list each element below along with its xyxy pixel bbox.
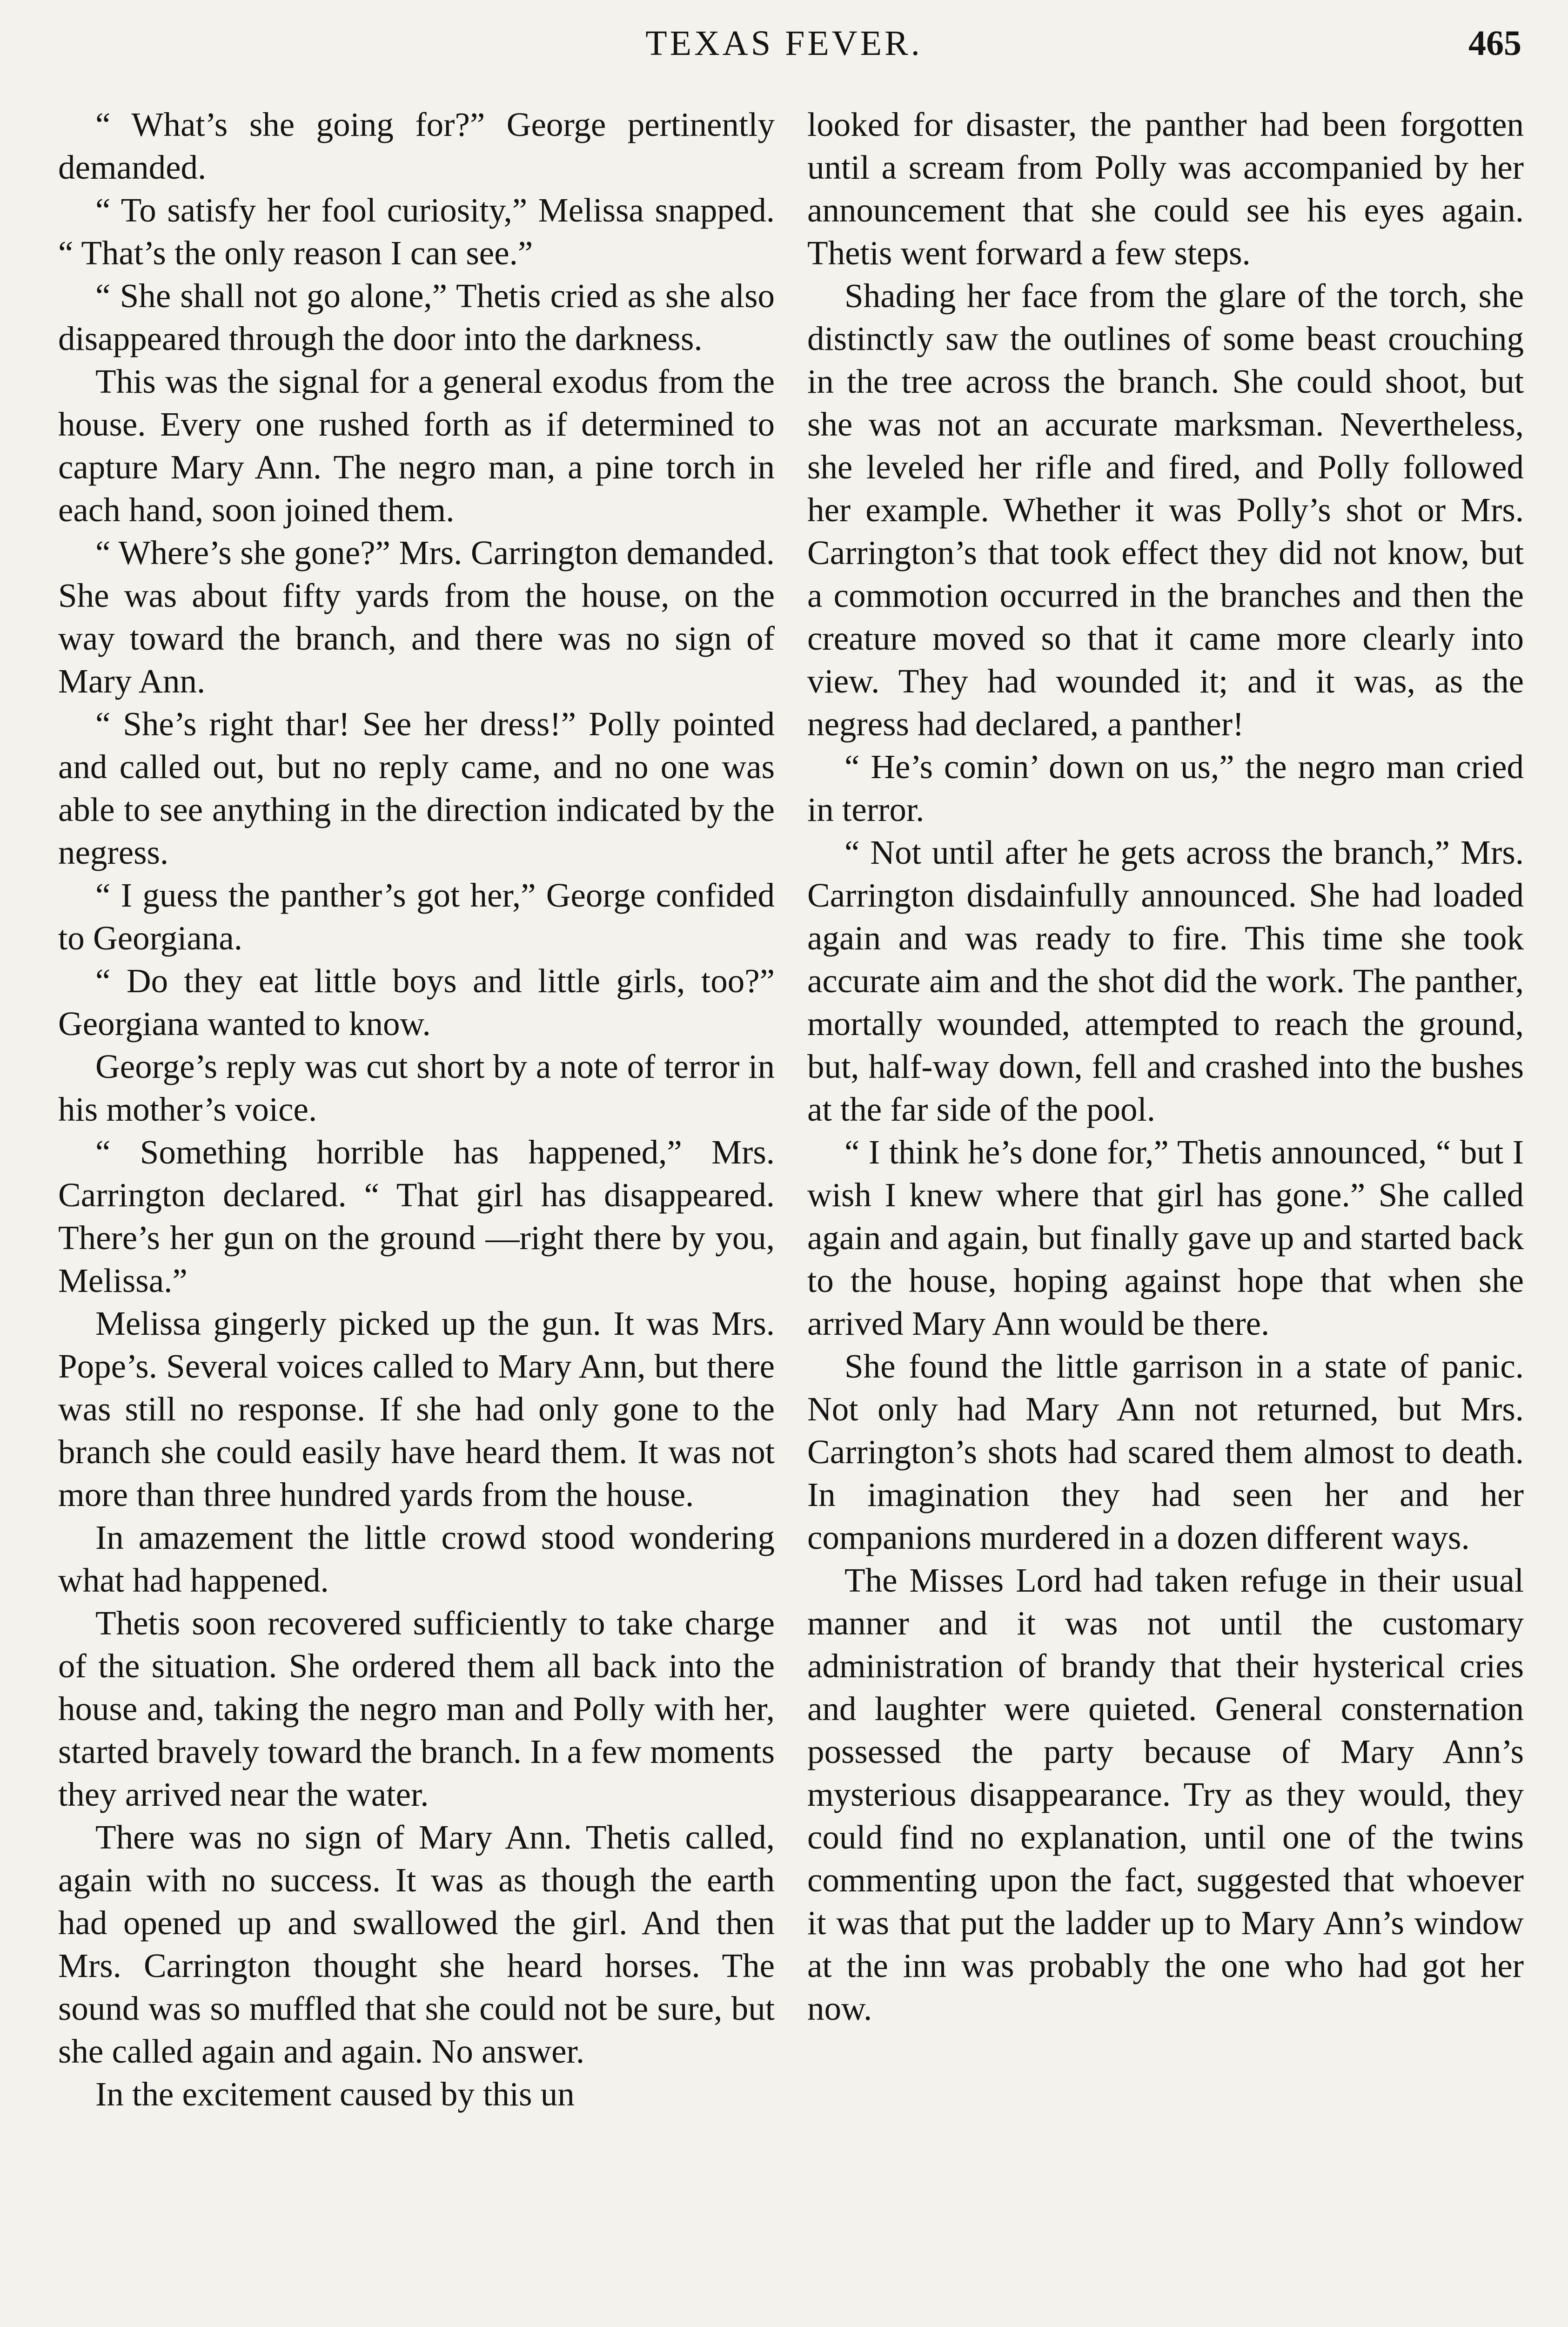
paragraph: “ Do they eat little boys and little girls, too?” Georgiana wanted to know. <box>58 962 775 1042</box>
paragraph: “ Something horrible has happened,” Mrs. Carrington declared. “ That girl has disappeared. There’s her gun on the ground —right there by you, Melissa.” <box>58 1133 775 1299</box>
paragraph: In amazement the little crowd stood wondering what had happened. <box>58 1519 775 1599</box>
paragraph: She found the little garrison in a state of panic. Not only had Mary Ann not returned, but Mrs. Carrington’s shots had scared them almost to death. In imagination they had seen her and her companions murdered in a dozen different ways. <box>807 1347 1524 1556</box>
paragraph: Melissa gingerly picked up the gun. It was Mrs. Pope’s. Several voices called to Mary Ann, but there was still no response. If she had only gone to the branch she could easily have heard them. It was not more than three hundred yards from the house. <box>58 1305 775 1513</box>
right-column <box>807 103 1524 2327</box>
paragraph: George’s reply was cut short by a note of terror in his mother’s voice. <box>58 1048 775 1128</box>
paragraph: “ What’s she going for?” George pertinently demanded. <box>58 106 775 186</box>
paragraph: “ I guess the panther’s got her,” George confided to Georgiana. <box>58 876 775 957</box>
paragraph-continued: looked for disaster, the panther had been forgotten until a scream from Polly was accompanied by her announcement that she could see his eyes again. Thetis went forward a few steps. <box>807 106 1524 272</box>
paragraph: There was no sign of Mary Ann. Thetis called, again with no success. It was as though the earth had opened up and swallowed the girl. And then Mrs. Carrington thought she heard horses. The sound was so muffled that she could not be sure, but she called again and again. No answer. <box>58 1818 775 2070</box>
page-header <box>0 23 1568 74</box>
paragraph: “ He’s comin’ down on us,” the negro man cried in terror. <box>807 748 1524 828</box>
left-column <box>58 103 775 2327</box>
running-title: TEXAS FEVER. <box>645 24 923 63</box>
paragraph: This was the signal for a general exodus from the house. Every one rushed forth as if determined to capture Mary Ann. The negro man, a pine torch in each hand, soon joined them. <box>58 363 775 529</box>
page-number: 465 <box>1468 24 1521 63</box>
paragraph: Thetis soon recovered sufficiently to take charge of the situation. She ordered them all back into the house and, taking the negro man and Polly with her, started bravely toward the branch. In a few moments they arrived near the water. <box>58 1604 775 1813</box>
paragraph: “ To satisfy her fool curiosity,” Melissa snapped. “ That’s the only reason I can see.” <box>58 191 775 272</box>
paragraph: “ Not until after he gets across the branch,” Mrs. Carrington disdainfully announced. She had loaded again and was ready to fire. This time she took accurate aim and the shot did the work. The panther, mortally wounded, attempted to reach the ground, but, half-way down, fell and crashed into the bushes at the far side of the pool. <box>807 834 1524 1128</box>
paragraph: “ She shall not go alone,” Thetis cried as she also disappeared through the door into the darkness. <box>58 277 775 357</box>
paragraph: “ She’s right thar! See her dress!” Polly pointed and called out, but no reply came, and no one was able to see anything in the direction indicated by the negress. <box>58 705 775 871</box>
paragraph: In the excitement caused by this un <box>95 2075 575 2113</box>
paragraph: “ I think he’s done for,” Thetis announced, “ but I wish I knew where that girl has gone.” She called again and again, but finally gave up and started back to the house, hoping against hope that when she arrived Mary Ann would be there. <box>807 1133 1524 1342</box>
paragraph: Shading her face from the glare of the torch, she distinctly saw the outlines of some beast crouching in the tree across the branch. She could shoot, but she was not an accurate marksman. Nevertheless, she leveled her rifle and fired, and Polly followed her example. Whether it was Polly’s shot or Mrs. Carrington’s that took effect they did not know, but a commotion occurred in the branches and then the creature moved so that it came more clearly into view. They had wounded it; and it was, as the negress had declared, a panther! <box>807 277 1524 743</box>
paragraph: “ Where’s she gone?” Mrs. Carrington demanded. She was about fifty yards from the house, on the way toward the branch, and there was no sign of Mary Ann. <box>58 534 775 700</box>
paragraph: The Misses Lord had taken refuge in their usual manner and it was not until the customary administration of brandy that their hysterical cries and laughter were quieted. General consternation possessed the party because of Mary Ann’s mysterious disappearance. Try as they would, they could find no explanation, until one of the twins commenting upon the fact, suggested that whoever it was that put the ladder up to Mary Ann’s window at the inn was probably the one who had got her now. <box>807 1561 1524 2027</box>
